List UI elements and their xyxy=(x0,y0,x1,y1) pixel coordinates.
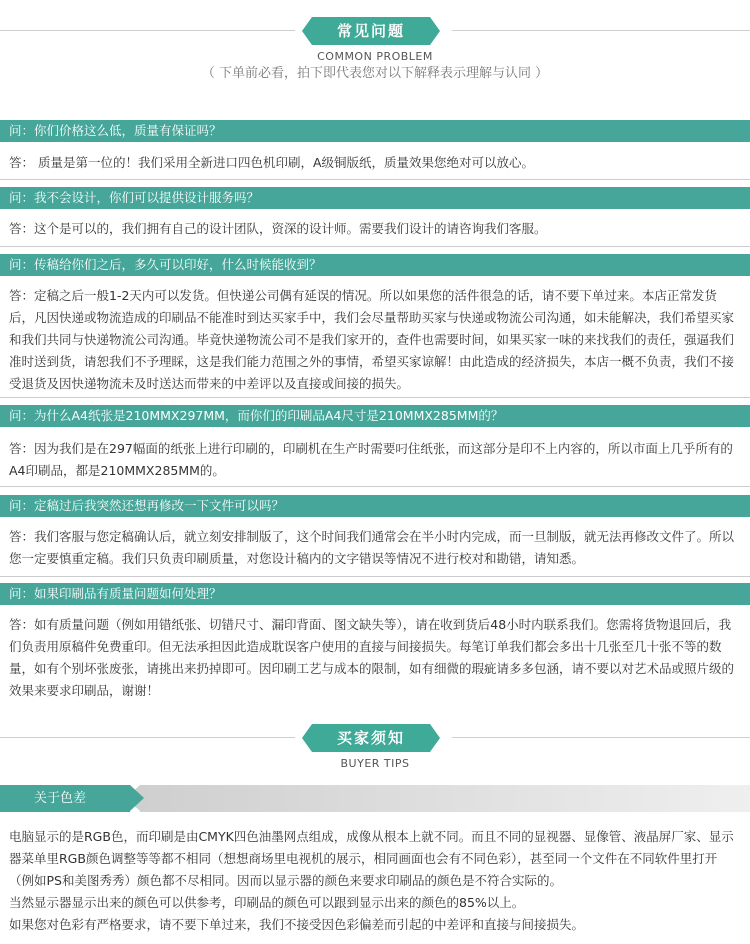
notice-text: （ 下单前必看，拍下即代表您对以下解释表示理解与认同 ） xyxy=(201,66,549,81)
faq-section-header xyxy=(0,10,750,70)
header-line-right xyxy=(452,30,750,31)
tips-paragraph-2: 当然显示器显示出来的颜色可以供参考，印刷品的颜色可以跟到显示出来的颜色的85%以上。 xyxy=(9,895,525,910)
header-line-left xyxy=(0,737,295,738)
tips-paragraph-3: 如果您对色彩有严格要求，请不要下单过来，我们不接受因色彩偏差而引起的中差评和直接与间接损失。 xyxy=(9,917,585,932)
divider xyxy=(0,486,750,487)
header-line-right xyxy=(452,737,750,738)
buyer-tips-title-badge: 买家须知 xyxy=(312,724,430,752)
faq-answer-3: 答：定稿之后一般1-2天内可以发货。但快递公司偶有延误的情况。所以如果您的活件很急的话，请不要下单过来。本店正常发货后，凡因快递或物流造成的印刷品不能准时到达买家手中，我们会尽量帮助买家与快递或物流公司沟通，如未能解决，我们希望买家和我们共同与快递物流公司沟通。毕竟快递物流公司不是我们家开的，查件也需要时间，如果买家一味的来找我们的责任，强逼我们准时送到货，请恕我们不予理睬，这是我们能力范围之外的事情，希望买家谅解！由此造成的经济损失，本店一概不负责，我们不接受退货及因快递物流未及时送达而带来的中差评以及直接或间接的损失。 xyxy=(9,288,735,391)
faq-answer-6: 答：如有质量问题（例如用错纸张、切错尺寸、漏印背面、图文缺失等），请在收到货后48小时内联系我们。您需将货物退回后，我们负责用原稿件免费重印。但无法承担因此造成耽误客户使用的直接与间接损失。每笔订单我们都会多出十几张至几十张不等的数量，如有个别坏张废张，请挑出来扔掉即可。因印刷工艺与成本的限制，如有细微的瑕疵请多多包涵，请不要以对艺术品或照片级的效果来要求印刷品，谢谢！ xyxy=(9,617,735,698)
faq-answer-4: 答：因为我们是在297幅面的纸张上进行印刷的，印刷机在生产时需要叼住纸张，而这部分是印不上内容的，所以市面上几乎所有的A4印刷品，都是210MMX285MM的。 xyxy=(9,441,733,478)
faq-question-1: 问：你们价格这么低，质量有保证吗？ xyxy=(0,120,750,142)
faq-question-6: 问：如果印刷品有质量问题如何处理？ xyxy=(0,583,750,605)
faq-question-5: 问：定稿过后我突然还想再修改一下文件可以吗？ xyxy=(0,495,750,517)
divider xyxy=(0,246,750,247)
tab-gray-stripe xyxy=(140,785,750,812)
faq-subtitle: COMMON PROBLEM xyxy=(317,50,433,63)
header-line-left xyxy=(0,30,295,31)
color-difference-tab: 关于色差 xyxy=(0,785,130,812)
color-difference-tab-bar xyxy=(0,785,750,812)
faq-answer-1: 答： 质量是第一位的！我们采用全新进口四色机印刷，A级铜版纸，质量效果您绝对可以放心。 xyxy=(9,155,535,170)
tips-paragraph-1: 电脑显示的是RGB色，而印刷是由CMYK四色油墨网点组成，成像从根本上就不同。而且不同的显视器、显像管、液晶屏厂家、显示器菜单里RGB颜色调整等等都不相同（想想商场里电视机的展示，相同画面也会有不同色彩），甚至同一个文件在不同软件里打开（例如PS和美图秀秀）颜色都不尽相同。因而以显示器的颜色来要求印刷品的颜色是不符合实际的。 xyxy=(9,829,734,888)
color-difference-text xyxy=(9,826,741,936)
faq-question-4: 问：为什么A4纸张是210MMX297MM，而你们的印刷品A4尺寸是210MMX285MM的？ xyxy=(0,405,750,427)
faq-question-2: 问：我不会设计，你们可以提供设计服务吗？ xyxy=(0,187,750,209)
faq-answer-5: 答：我们客服与您定稿确认后，就立刻安排制版了，这个时间我们通常会在半小时内完成，而一旦制版，就无法再修改文件了。所以您一定要慎重定稿。我们只负责印刷质量，对您设计稿内的文字错误等情况不进行校对和勘错，请知悉。 xyxy=(9,529,735,566)
faq-title-badge: 常见问题 xyxy=(312,17,430,45)
divider xyxy=(0,397,750,398)
buyer-tips-section-header xyxy=(0,717,750,777)
faq-question-3: 问：传稿给你们之后，多久可以印好，什么时候能收到？ xyxy=(0,254,750,276)
faq-answer-2: 答：这个是可以的，我们拥有自己的设计团队，资深的设计师。需要我们设计的请咨询我们客服。 xyxy=(9,221,547,236)
divider xyxy=(0,179,750,180)
divider xyxy=(0,576,750,577)
buyer-tips-subtitle: BUYER TIPS xyxy=(340,757,410,770)
